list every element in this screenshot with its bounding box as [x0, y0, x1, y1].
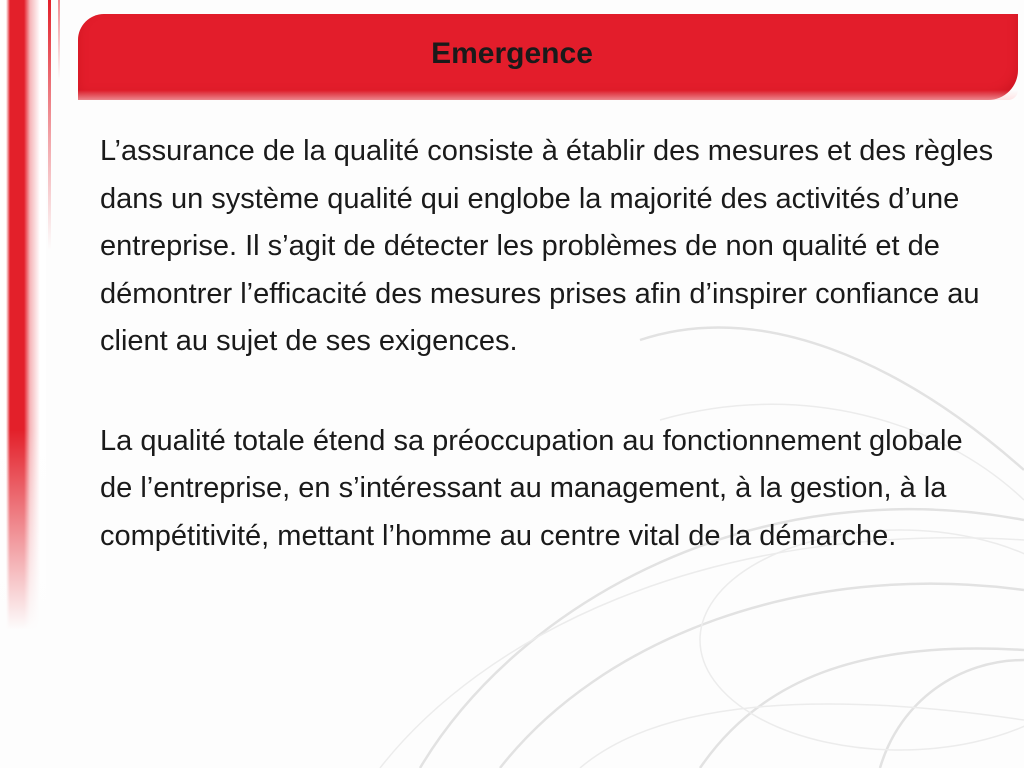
paragraph-assurance-qualite: L’assurance de la qualité consiste à établir des mesures et des règles dans un système qualité qui englobe la majorité des activités d’une entreprise. Il s’agit de détecter les problèmes de non qualité et de démontrer l’efficacité des mesures prises afin d’inspirer confiance au client au sujet de ses exigences.	[100, 135, 994, 357]
slide-title: Emergence	[431, 37, 593, 70]
slide-body	[100, 128, 1000, 560]
left-stripe-fade	[0, 430, 46, 768]
paragraph-qualite-totale: La qualité totale étend sa préoccupation au fonctionnement globale de l’entreprise, en s’intéressant au management, à la gestion, à la compétitivité, mettant l’homme au centre vital de la démarche.	[100, 424, 963, 552]
